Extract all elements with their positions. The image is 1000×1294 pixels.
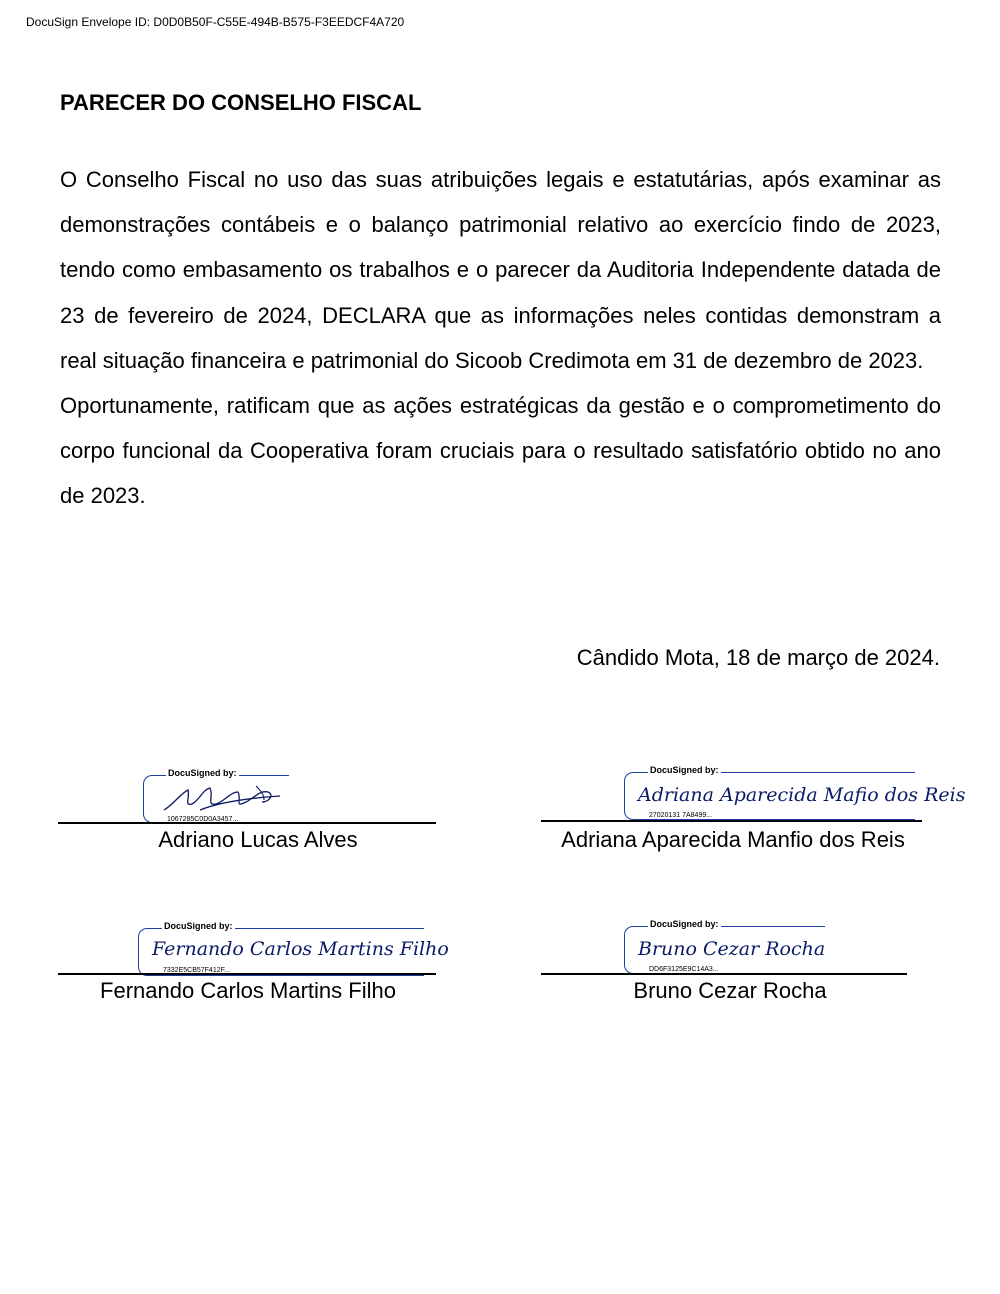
docusign-label: DocuSigned by: xyxy=(164,921,233,931)
signatory-name: Adriana Aparecida Manfio dos Reis xyxy=(561,827,905,852)
docusign-hash: DD6F3125E9C14A3... xyxy=(649,966,719,973)
place-date: Cândido Mota, 18 de março de 2024. xyxy=(576,645,940,670)
document-body xyxy=(60,157,941,519)
docusign-label: DocuSigned by: xyxy=(650,765,719,775)
envelope-id: DocuSign Envelope ID: D0D0B50F-C55E-494B-B575-F3EEDCF4A720 xyxy=(26,15,405,29)
signatory-name: Bruno Cezar Rocha xyxy=(633,978,827,1003)
paragraph-2: Oportunamente, ratificam que as ações estratégicas da gestão e o comprometimento do corpo funcional da Cooperativa foram cruciais para o resultado satisfatório obtido no ano de 2023. xyxy=(60,393,941,509)
handwritten-signature-2: Adriana Aparecida Mafio dos Reis xyxy=(638,784,966,806)
signature-line xyxy=(58,822,436,824)
docusign-hash: 1067285C0D0A3457... xyxy=(167,816,239,823)
handwritten-signature-1 xyxy=(160,780,285,816)
paragraph-1: O Conselho Fiscal no uso das suas atribuições legais e estatutárias, após examinar as demonstrações contábeis e o balanço patrimonial relativo ao exercício findo de 2023, tendo como embasamento os trabalhos e o parecer da Auditoria Independente datada de 23 de fevereiro de 2024, DECLARA que as informações neles contidas demonstram a real situação financeira e patrimonial do Sicoob Credimota em 31 de dezembro de 2023. xyxy=(60,167,941,373)
docusign-label: DocuSigned by: xyxy=(168,768,237,778)
handwritten-signature-3: Fernando Carlos Martins Filho xyxy=(152,938,449,960)
signature-line xyxy=(541,820,922,822)
docusign-hash: 7332E5CB57F412F... xyxy=(163,967,230,974)
docusign-label: DocuSigned by: xyxy=(650,919,719,929)
signature-line xyxy=(541,973,907,975)
signature-line xyxy=(58,973,436,975)
document-title: PARECER DO CONSELHO FISCAL xyxy=(60,90,422,115)
signatory-name: Adriano Lucas Alves xyxy=(158,827,358,852)
signatory-name: Fernando Carlos Martins Filho xyxy=(100,978,396,1003)
docusign-hash: 27020131 7A8499... xyxy=(649,812,713,819)
handwritten-signature-4: Bruno Cezar Rocha xyxy=(638,938,826,960)
